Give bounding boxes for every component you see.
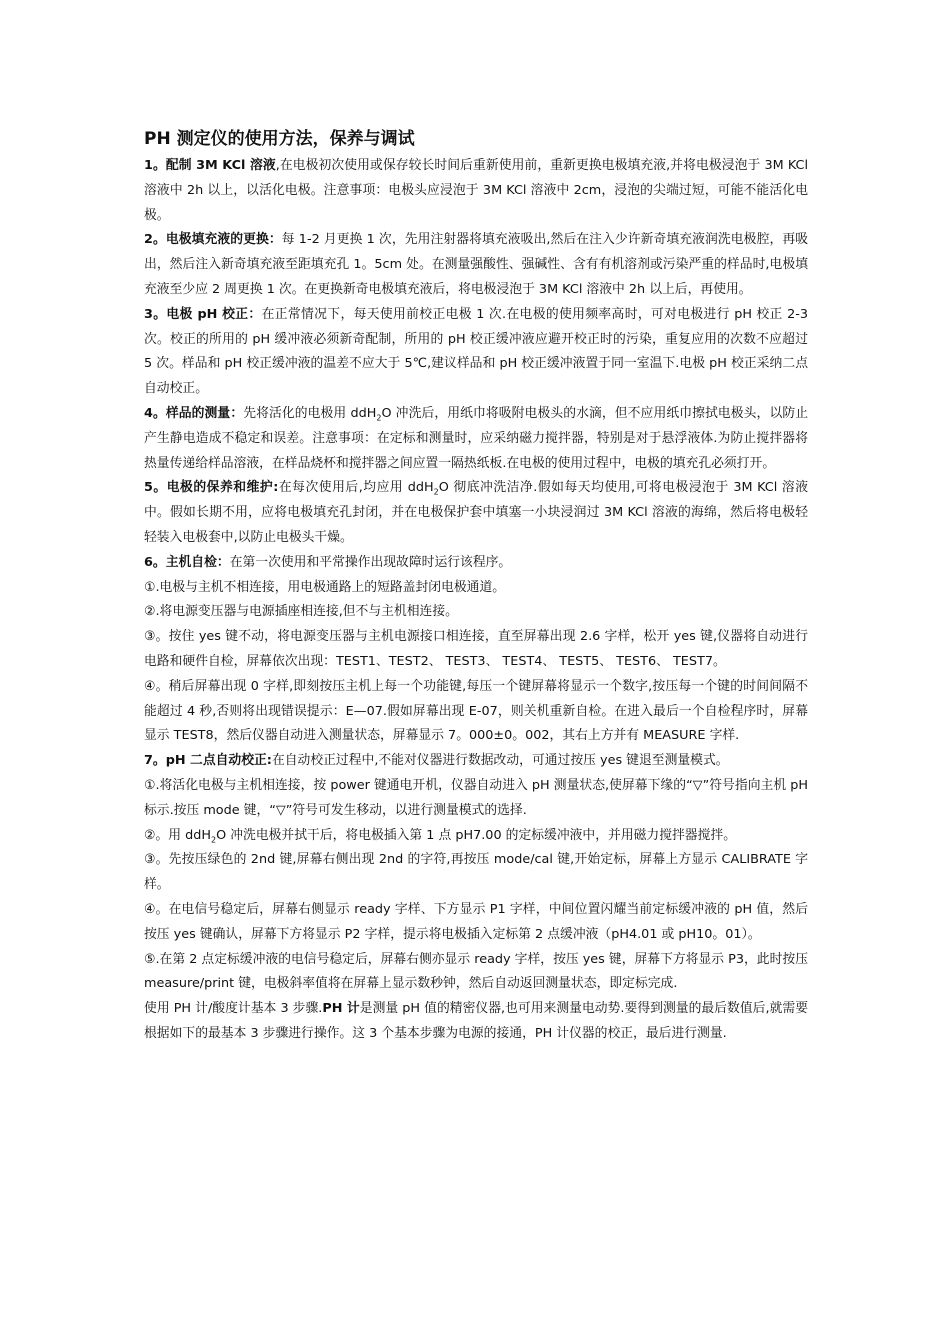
section-3-text: 在正常情况下，每天使用前校正电极 1 次.在电极的使用频率高时，可对电极进行 pH 校正 2-3 次。校正的所用的 pH 缓冲液必须新奇配制，所用的 pH 校正缓冲液应避开校正时的污染，重复应用的次数不应超过 5 次。样品和 pH 校正缓冲液的温差不应大于 5℃,建议样品和 pH 校正缓冲液置于同一室温下.电极 pH 校正采纳二点自动校正。 [144, 306, 809, 397]
section-3 [144, 303, 808, 402]
section-1-text: ,在电极初次使用或保存较长时间后重新使用前，重新更换电极填充液,并将电极浸泡于 3M KCl 溶液中 2h 以上，以活化电极。注意事项：电极头应浸泡于 3M KCl 溶液中 2cm，浸泡的尖端过短，可能不能活化电极。 [144, 158, 809, 223]
section-7-text: 在自动校正过程中,不能对仪器进行数据改动，可通过按压 yes 键退至测量模式。 [271, 753, 729, 769]
section-4 [144, 402, 808, 476]
section-6-text: 在第一次使用和平常操作出现故障时运行该程序。 [229, 554, 512, 570]
section-4-text-post: O 冲洗后，用纸巾将吸附电极头的水滴，但不应用纸巾擦拭电极头，以防止产生静电造成不稳定和误差。注意事项：在定标和测量时，应采纳磁力搅拌器，特别是对于悬浮液体.为防止搅拌器将热量传递给样品溶液，在样品烧杯和搅拌器之间应置一隔热纸板.在电极的使用过程中，电极的填充孔必须打开。 [144, 405, 809, 471]
section-6-item-1: ①.电极与主机不相连接，用电极通路上的短路盖封闭电极通道。 [144, 579, 506, 595]
section-6-item-2: ②.将电源变压器与电源插座相连接,但不与主机相连接。 [144, 604, 458, 620]
section-7-item-2-pre: ②。用 ddH [144, 827, 212, 843]
page-title: PH 测定仪的使用方法，保养与调试 [144, 129, 415, 149]
section-4-text-pre: 先将活化的电极用 ddH [243, 405, 377, 421]
closing-paragraph [144, 997, 808, 1047]
section-1-label: 1。配制 3M KCl 溶液 [144, 158, 276, 173]
section-7-item-5: ⑤.在第 2 点定标缓冲液的电信号稳定后，屏幕右侧亦显示 ready 字样，按压 yes 键，屏幕下方将显示 P3，此时按压 measure/print 键，电极斜率值将在屏幕上显示数秒钟，然后自动返回测量状态，即定标完成. [144, 951, 808, 992]
section-6-item-3: ③。按住 yes 键不动，将电源变压器与主机电源接口相连接，直至屏幕出现 2.6 字样，松开 yes 键,仪器将自动进行电路和硬件自检，屏幕依次出现：TEST1、TEST2、 TEST3、 TEST4、 TEST5、 TEST6、 TEST7。 [144, 629, 808, 669]
section-7-item-1: ①.将活化电极与主机相连接，按 power 键通电开机，仪器自动进入 pH 测量状态,使屏幕下缘的“▽”符号指向主机 pH 标示.按压 mode 键，“▽”符号可发生移动，以进行测量模式的选择. [144, 777, 808, 818]
section-3-label: 3。电极 pH 校正： [144, 306, 262, 322]
section-7-item-2 [144, 824, 808, 849]
section-7 [144, 749, 808, 774]
section-2-label: 2。电极填充液的更换： [144, 232, 282, 248]
section-5-label: 5。电极的保养和维护: [144, 480, 279, 496]
section-5-text-pre: 在每次使用后,均应用 ddH [278, 480, 434, 496]
section-5-text-post: O 彻底冲洗洁净.假如每天均使用,可将电极浸泡于 3M KCl 溶液中。假如长期不用，应将电极填充孔封闭，并在电极保护套中填塞一小块浸润过 3M KCl 溶液的海绵，然后将电极轻轻装入电极套中,以防止电极头干燥。 [144, 480, 808, 545]
section-1 [144, 154, 808, 228]
section-7-label: 7。pH 二点自动校正: [144, 753, 272, 769]
section-2-text: 每 1-2 月更换 1 次，先用注射器将填充液吸出,然后在注入少许新奇填充液润洗电极腔，再吸出，然后注入新奇填充液至距填充孔 1。5cm 处。在测量强酸性、强碱性、含有有机溶剂或污染严重的样品时,电极填充液至少应 2 周更换 1 次。在更换新奇电极填充液后，将电极浸泡于 3M KCl 溶液中 2h 以上后，再使用。 [144, 232, 808, 297]
section-6 [144, 551, 808, 576]
subscript: 2 [376, 413, 382, 423]
section-5 [144, 476, 808, 550]
document-page [144, 126, 808, 1047]
section-6-item-4: ④。稍后屏幕出现 0 字样,即刻按压主机上每一个功能键,每压一个键屏幕将显示一个数字,按压每一个键的时间间隔不能超过 4 秒,否则将出现错误提示：E—07.假如屏幕出现 E-07，则关机重新自检。在进入最后一个自检程序时，屏幕显示 TEST8，然后仪器自动进入测量状态，屏幕显示 7。000±0。002，其右上方并有 MEASURE 字样. [144, 678, 808, 744]
section-7-item-2-post: O 冲洗电极并拭干后，将电极插入第 1 点 pH7.00 的定标缓冲液中，并用磁力搅拌器搅拌。 [216, 827, 736, 843]
closing-post: 是测量 pH 值的精密仪器,也可用来测量电动势.要得到测量的最后数值后,就需要根据如下的最基本 3 步骤进行操作。这 3 个基本步骤为电源的接通，PH 计仪器的校正，最后进行测量. [144, 1001, 808, 1041]
subscript: 2 [433, 487, 439, 497]
closing-pre: 使用 PH 计/酸度计基本 3 步骤. [144, 1001, 323, 1017]
section-7-item-4: ④。在电信号稳定后，屏幕右侧显示 ready 字样、下方显示 P1 字样，中间位置闪耀当前定标缓冲液的 pH 值，然后按压 yes 键确认，屏幕下方将显示 P2 字样，提示将电极插入定标第 2 点缓冲液（pH4.01 或 pH10。01）。 [144, 901, 808, 942]
section-6-label: 6。主机自检： [144, 554, 230, 570]
subscript: 2 [211, 835, 217, 845]
closing-bold: PH 计 [322, 1001, 360, 1017]
section-4-label: 4。样品的测量： [144, 405, 244, 421]
section-2 [144, 228, 808, 302]
section-7-item-3: ③。先按压绿色的 2nd 键,屏幕右侧出现 2nd 的字符,再按压 mode/cal 键,开始定标，屏幕上方显示 CALIBRATE 字样。 [144, 852, 808, 893]
